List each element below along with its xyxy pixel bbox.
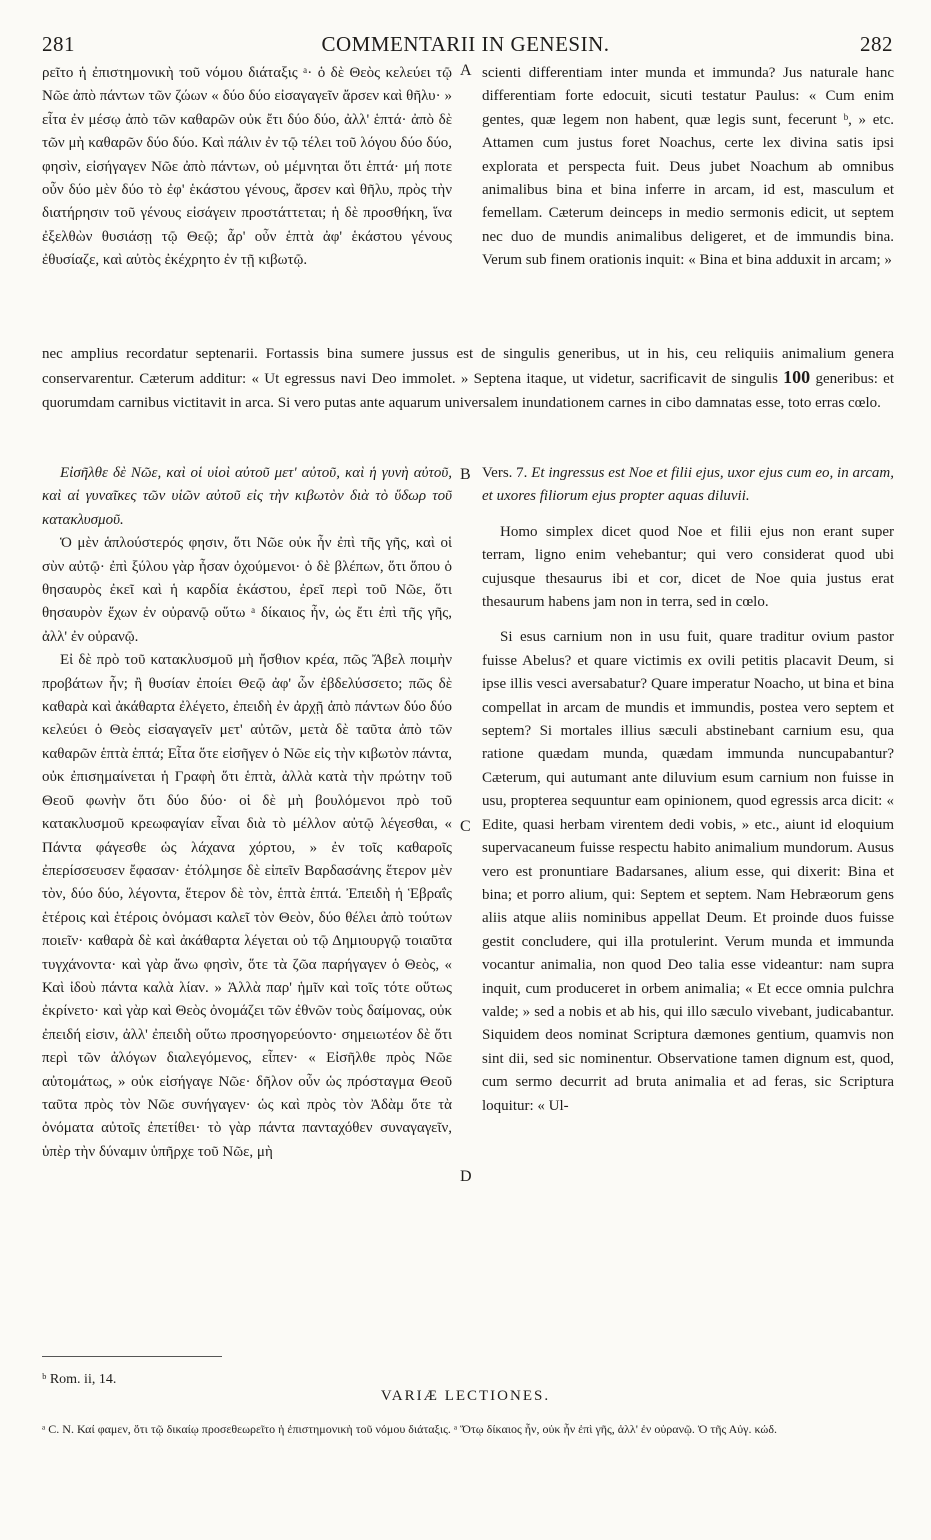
greek-paragraph: ρεῖτο ἡ ἐπιστημονικὴ τοῦ νόμου διάταξις ᵃ· ὁ δὲ Θεὸς κελεύει τῷ Νῶε ἀπὸ πάντων τῶν ζώων « δύο δύο εἰσαγαγεῖν ἄρσεν καὶ θῆλυ· » εἶτα ἐν μέσῳ ἀπὸ τῶν καθαρῶν οὐκ ἔτι δύο δύο, ἀλλ' ἑπτά· ἀπὸ δὲ τῶν μὴ καθαρῶν δύο δύο. Καὶ πάλιν ἐν τῷ τέλει τοῦ λόγου δύο δύο, φησὶν, εἰσήγαγεν Νῶε ἀπὸ πάντων, οὐ μέμνηται ὅτι ἑπτά· μή ποτε οὖν δύο μὲν δύο τὸ ἐφ' ἑκάστου γένους, ἄρσεν καὶ θῆλυ, πρὸς τὴν διατήρησιν τοῦ γένους εἰσάγειν προστάττεται; ἡ δὲ προσθήκη, ἵνα ἐξελθὼν θυσιάσῃ τῷ Θεῷ; ἆρ' οὖν ἑπτὰ ἀφ' ἑκάστου γένους ἐθυσίαζε, καὶ αὐτὸς ἐκέχρητο ἐν τῇ κιβωτῷ. [42,65,452,269]
greek-paragraph-1: Ὁ μὲν ἁπλούστερός φησιν, ὅτι Νῶε οὐκ ἦν ἐπὶ τῆς γῆς, καὶ οἱ σὺν αὐτῷ· ἐπὶ ξύλου γὰρ ἦσαν ὀχούμενοι· ὁ δὲ βλέπων, ὅτι ὅπου ὁ θησαυρὸς ἐκεῖ καὶ ἡ καρδία ἑκάστου, ἐρεῖ περὶ τοῦ Νῶε, ὅτι θησαυρὸν ἔχων ἐν οὐρανῷ οὕτω ᵃ δίκαιος ἦν, ὡς ἔτι ἐπὶ τῆς γῆς, ἀλλ' ἐν οὐρανῷ. [42,535,452,645]
page-number-right: 282 [860,32,893,56]
margin-marker-b: B [460,466,471,483]
full-text-before: nec amplius recordatur septenarii. Fortassis bina sumere jussus est de singulis generibus, ut in his, ceu reliquiis animalium genera conservarentur. Cæterum additur: « Ut egressus navi Deo immolet. » Septena itaque, ut videtur, sacrificavit de singulis [42,346,894,388]
full-width-paragraph [42,343,894,415]
greek-column-block1 [42,62,452,273]
latin-verse [482,462,894,509]
page-number-left: 281 [42,32,75,56]
margin-marker-a: A [460,62,472,79]
running-title: COMMENTARII IN GENESIN. [321,32,610,56]
greek-paragraph-2: Εἰ δὲ πρὸ τοῦ κατακλυσμοῦ μὴ ἤσθιον κρέα, πῶς Ἄβελ ποιμὴν προβάτων ἦν; ἢ θυσίαν ἐποίει Θεῷ ἀφ' ὧν ἐβδελύσσετο; πῶς δὲ καθαρὰ καὶ ἀκάθαρτα ἐλέγετο, ἐπειδὴ ἐν ἀρχῇ ἀπὸ πάντων δύο δύο κελεύει ὁ Θεὸς εἰσαγαγεῖν μετ' αὐτῶν, μετὰ δὲ ταῦτα ἀπὸ τῶν καθαρῶν ἑπτὰ ἑπτά; Εἶτα ὅτε εἰσῆγεν ὁ Νῶε εἰς τὴν κιβωτὸν πάντα, οὐκ ἐπισημαίνεται ἡ Γραφὴ ὅτι ἑπτὰ, ἀλλὰ κατὰ τὴν πρώτην τοῦ Θεοῦ φωνὴν ὅτι δύο δύο· οἱ δὲ μὴ βουλόμενοι πρὸ τοῦ κατακλυσμοῦ κρεωφαγίαν εἶναι διὰ τὸ μέλλον αὐτῷ λέγεσθαι, « Πάντα φάγεσθε ὡς λάχανα χόρτου, » ἐν τοῖς καθαροῖς ἐπερίσσευσεν ἔφασαν· ἐτόλμησε δὲ εἰπεῖν Βαρδασάνης ἕτερον μὲν τὸν, δύο δύο, λέγοντα, ἕτερον δὲ τὸν, ἑπτὰ ἑπτά. Ἐπειδὴ ἡ Ἑβραΐς ἑτέροις καὶ ἑτέροις ὀνόμασι καλεῖ τὸν Θεὸν, δύο θέλει ἀπὸ τούτων ποιεῖν· καθαρὰ δὲ καὶ ἀκάθαρτα λέγεται οὐ τῷ Δημιουργῷ τοιαῦτα τυγχάνοντα· καὶ γὰρ ἄνω φησὶν, ὅτε τὰ ζῶα παρήγαγεν ὁ Θεὸς, « Καὶ ἰδοὺ πάντα καλὰ λίαν. » Ἀλλὰ παρ' ἡμῖν καὶ τοῖς τότε οὕτως ἐκρίνετο· καὶ γὰρ καὶ Θεὸς ὀνομάζει τῶν ἐθνῶν τοὺς δαίμονας, οὐκ ἐπειδή εἰσιν, ἀλλ' ἐπειδὴ οὕτω προσηγορεύοντο· σημειωτέον δὲ ὅτι περὶ τῶν ἀλόγων διαλεγόμενος, εἶπεν· « Εἰσῆλθε πρὸς Νῶε αὐτομάτως, » οὐκ εἰσήγαγε Νῶε· δῆλον οὖν ὡς πρόσταγμα Θεοῦ ταῦτα πρὸς τὸν Νῶε συνήγαγεν· ὡς καὶ πρὸς τὸν Ἀδὰμ ὅτε τὰ ὀνόματα αὐτοῖς ἐπετίθει· τὸ γὰρ πάντα πανταχόθεν συναγαγεῖν, ὑπὲρ τὴν δύναμιν ὑπῆρχε τοῦ Νῶε, μὴ [42,652,452,1160]
latin-paragraph-1: Homo simplex dicet quod Noe et filii ejus non erant super terram, ligno enim vehebantur; qui vero considerat quod ubi cujusque thesaurus ibi et cor, dicet de Noe quia justus erat thesaurum habens jam non in terra, sed in cœlo. [482,523,894,611]
margin-marker-d: D [460,1168,472,1185]
variants-title: VARIÆ LECTIONES. [380,1388,551,1404]
latin-paragraph: scienti differentiam inter munda et immunda? Jus naturale hanc differentiam forte edocuit, sicuti testatur Paulus: « Cum enim gentes, quæ legem non habent, quæ legis sunt, fecerunt ᵇ, » etc. Attamen cum justus foret Noachus, certe lex divina satis ipsi explorata et perspecta fuit. Deus jubet Noachum ab omnibus animalibus bina et bina inferre in arcam, id est, masculum et femellam. Cæterum deinceps in medio sermonis edicit, ut septem nec duo de mundis animalibus deligeret, et de immundis bina. Verum sub finem orationis inquit: « Bina et bina adduxit in arcam; » [482,65,894,269]
latin-column-block2 [482,462,894,1118]
verse-label: Vers. 7. [482,465,528,481]
margin-marker-c: C [460,818,471,835]
full-text-after: generibus: et quorumdam carnibus victitavit in arca. Si vero putas ante aquarum universalem inundationem carnes in cibo damnatas esse, toto erras cœlo. [42,371,895,411]
verse-text: Et ingressus est Noe et filii ejus, uxor ejus cum eo, in arcam, et uxores filiorum ejus propter aquas diluvii. [482,465,895,505]
footnote: ᵇ Rom. ii, 14. [42,1372,117,1387]
variants-text: ᵃ C. N. Καί φαμεν, ὅτι τῷ δικαίῳ προσεθεωρεῖτο ἡ ἐπιστημονικὴ τοῦ νόμου διάταξις. ᵃ Ὅτῳ δίκαιος ἦν, οὐκ ἦν ἐπὶ γῆς, ἀλλ' ἐν οὐρανῷ. Ὁ τῆς Αὐγ. κώδ. [42,1422,777,1436]
greek-verse: Εἰσῆλθε δὲ Νῶε, καὶ οἱ υἱοὶ αὐτοῦ μετ' αὐτοῦ, καὶ ἡ γυνὴ αὐτοῦ, καὶ αἱ γυναῖκες τῶν υἱῶν αὐτοῦ εἰς τὴν κιβωτὸν διὰ τὸ ὕδωρ τοῦ κατακλυσμοῦ. [42,465,452,528]
greek-column-block2 [42,462,452,1164]
footnote-rule [42,1356,222,1357]
latin-paragraph-2: Si esus carnium non in usu fuit, quare traditur ovium pastor fuisse Abelus? et quare victimis ex ovili petitis placavit Deum, si ipse illis vesci aversabatur? Quare imperatur Noacho, ut bina et bina compellat in arcam de mundis et immundis, postea vero septem et septem? Si mortales illius sæculi abstinebant carnium esu, qua ratione quædam munda, quædam immunda nuncupabantur? Cæterum, qui autumant ante diluvium esum carnium non fuisse in usu, propterea sequuntur eam opinionem, quod egressis arca dicit: « Edite, quasi herbam virentem dedi vobis, » etc., aiunt id eloquium supervacaneum fuisse respectu habito animalium mundorum. Ausus vero est pronuntiare Badarsanes, alium esse, qui dixerit: Bina et bina; et porro alium, qui: Septem et septem. Nam Hebræorum gens aliis atque aliis nominibus appellat Deum. Et proinde duos fuisse gestit concludere, qui illa protulerint. Verum munda et immunda vocantur animalia, non quod Deo talia esse videantur: nam supra inquit, cum produceret in orbem animalia; « Et ecce omnia pulchra valde; » sed a nobis et ab his, qui illo sæculo vivebant, judicabantur. Siquidem deos nominat Scriptura dæmones gentium, quamvis non sint dii, sed sic nominentur. Observatione tamen dignum est, quod, cum sermo decurrit ad bruta animalia et ad feras, sic Scriptura loquitur: « Ul- [482,629,894,1114]
latin-column-block1 [482,62,894,273]
column-number: 100 [783,367,811,388]
